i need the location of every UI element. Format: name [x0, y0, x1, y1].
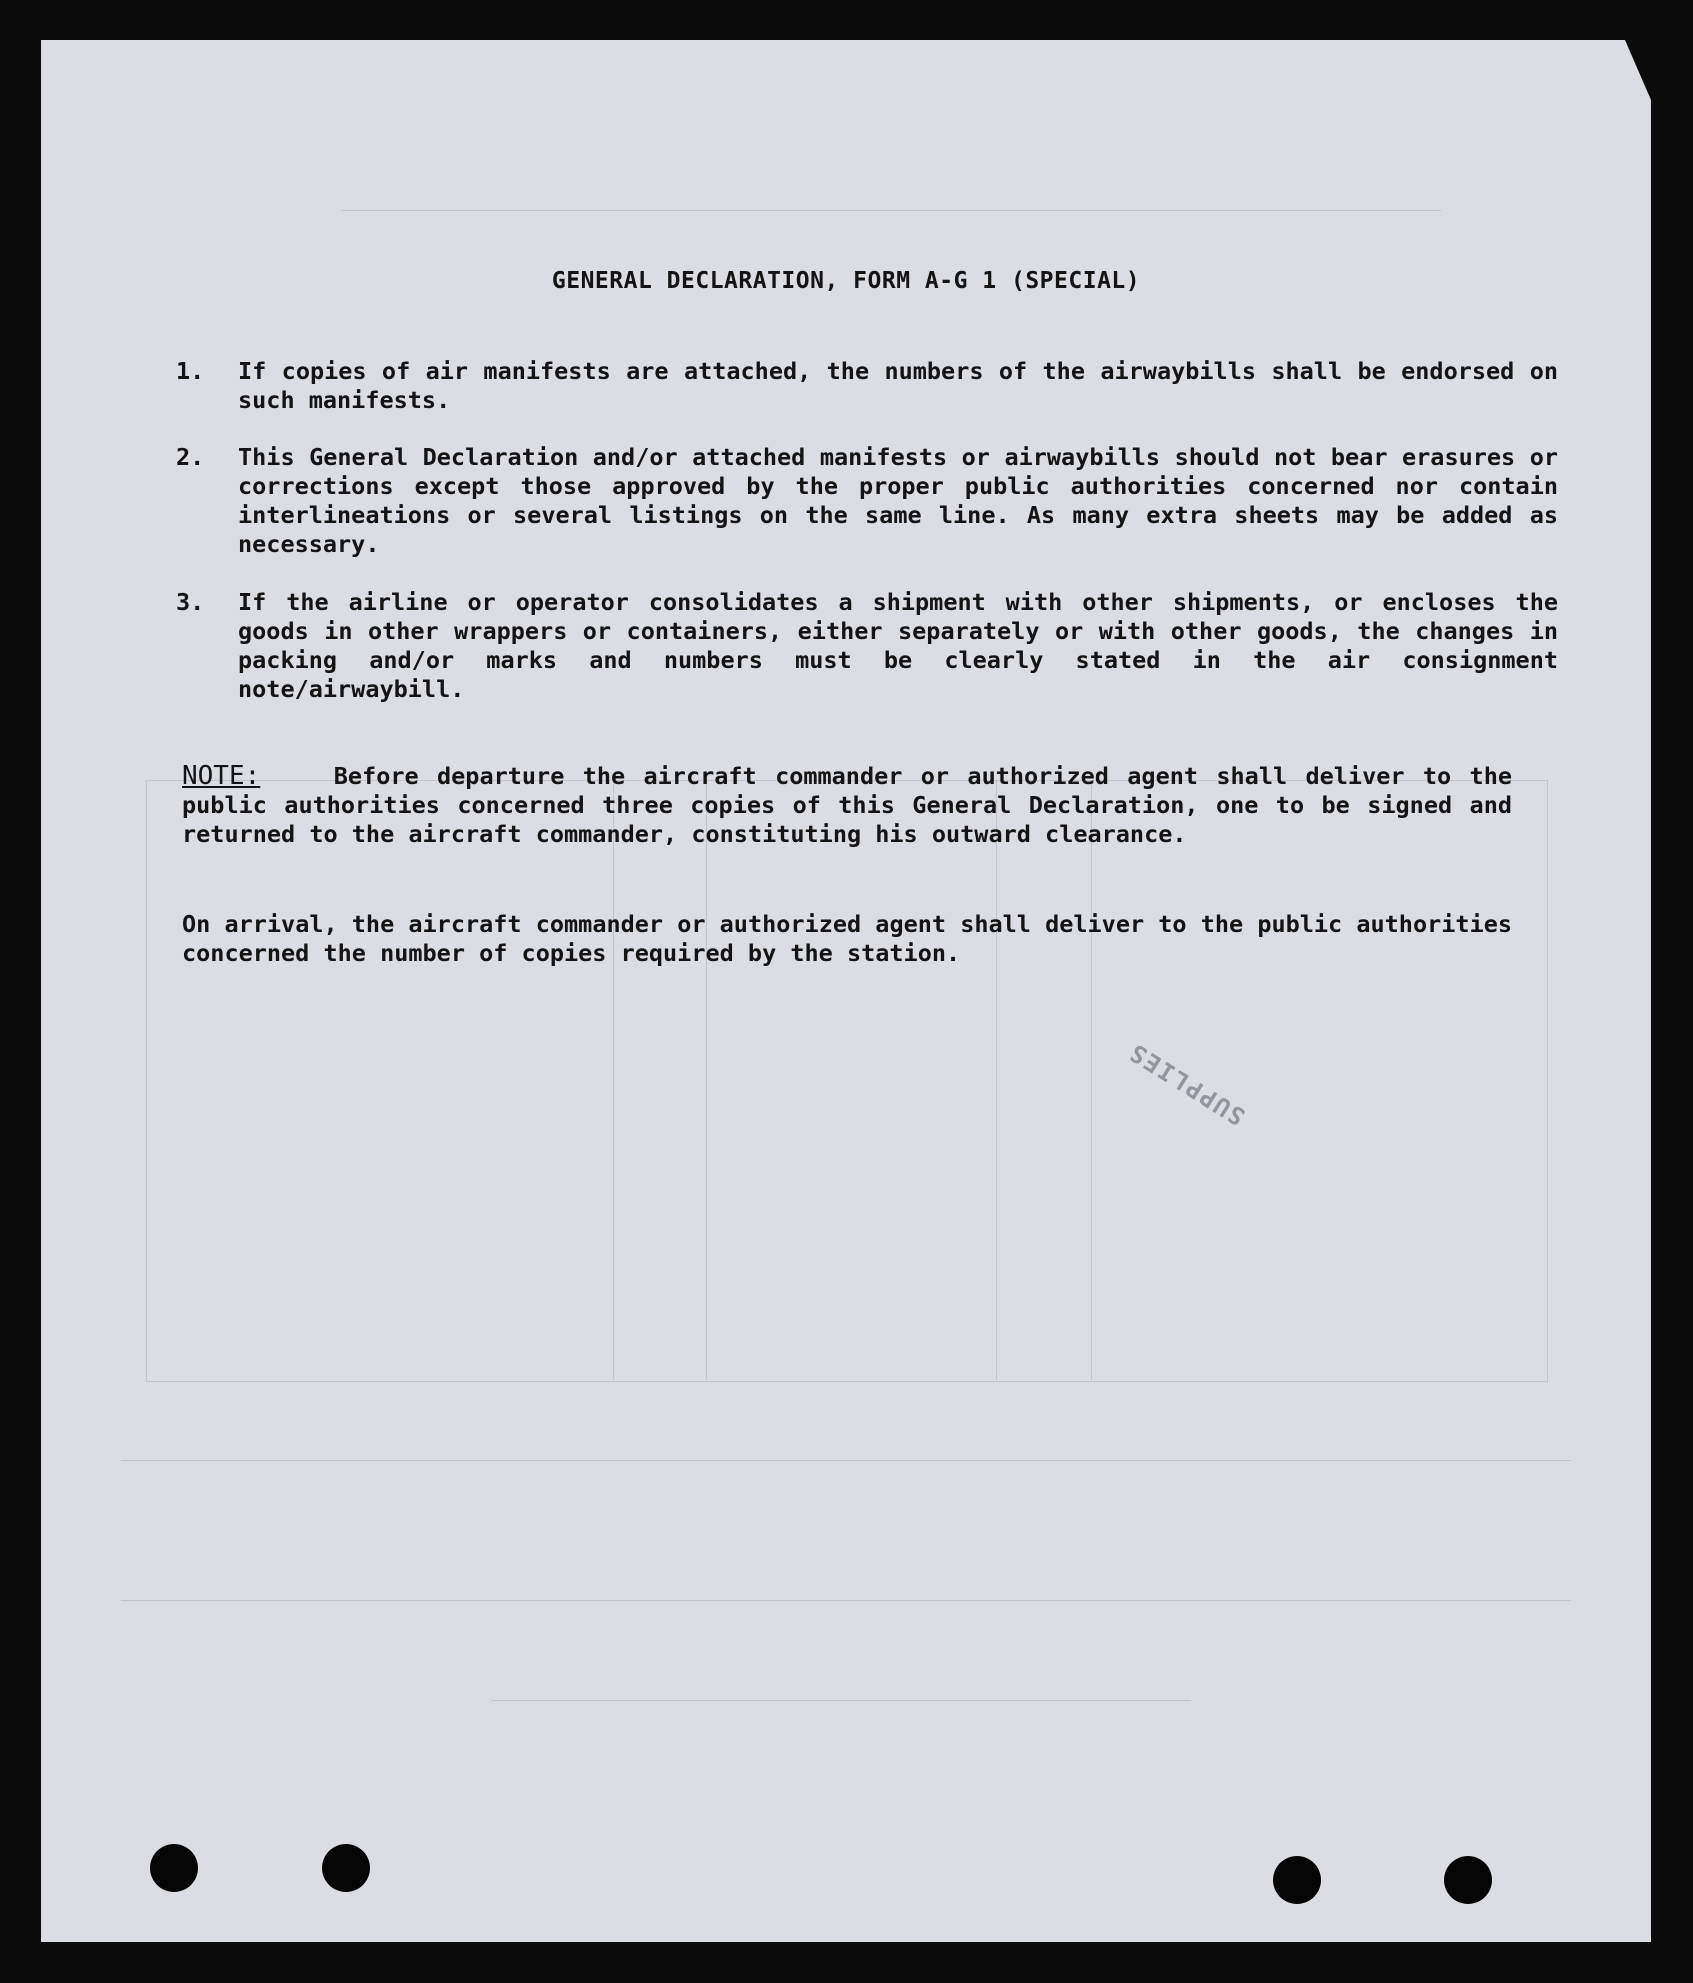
list-item-number: 3.	[176, 588, 205, 616]
bleed-through-rule	[121, 1600, 1571, 1601]
bleed-through-rule	[341, 210, 1441, 211]
list-item-number: 1.	[176, 357, 205, 385]
punch-hole	[1444, 1856, 1492, 1904]
arrival-paragraph: On arrival, the aircraft commander or authorized agent shall deliver to the public authorities concerned the number of copies required by the station.	[182, 910, 1512, 967]
note-text: Before departure the aircraft commander or authorized agent shall deliver to the public authorities concerned three copies of this General Declaration, one to be signed and returned to the aircraft commander, constituting his outward clearance.	[182, 762, 1513, 848]
list-item-number: 2.	[176, 443, 205, 471]
punch-hole	[150, 1844, 198, 1892]
document-page	[41, 40, 1651, 1942]
note-paragraph	[182, 762, 1512, 849]
bleed-through-rule	[706, 780, 707, 1380]
list-item-text: If the airline or operator consolidates a shipment with other shipments, or encloses the goods in other wrappers or containers, either separately or with other goods, the changes in packing and/or marks and numbers must be clearly stated in the air consignment note/airwaybill.	[238, 588, 1558, 703]
bleed-through-rule	[1091, 780, 1092, 1380]
bleed-through-rule	[996, 780, 997, 1380]
punch-hole	[322, 1844, 370, 1892]
folded-corner	[1625, 40, 1651, 100]
bleed-through-rule	[613, 780, 614, 1380]
bleed-through-rule	[491, 1700, 1191, 1701]
rubber-stamp: SUPPLIES	[1123, 1037, 1251, 1131]
punch-hole	[1273, 1856, 1321, 1904]
page-title: GENERAL DECLARATION, FORM A-G 1 (SPECIAL)	[551, 268, 1141, 294]
bleed-through-table	[146, 780, 1548, 1382]
bleed-through-rule	[121, 1460, 1571, 1461]
note-label: NOTE:	[182, 761, 261, 791]
list-item-text: This General Declaration and/or attached manifests or airwaybills should not bear erasures or corrections except those approved by the proper public authorities concerned nor contain interlineations or several listings on the same line. As many extra sheets may be added as necessary.	[238, 443, 1558, 558]
list-item-text: If copies of air manifests are attached, the numbers of the airwaybills shall be endorsed on such manifests.	[238, 357, 1558, 414]
